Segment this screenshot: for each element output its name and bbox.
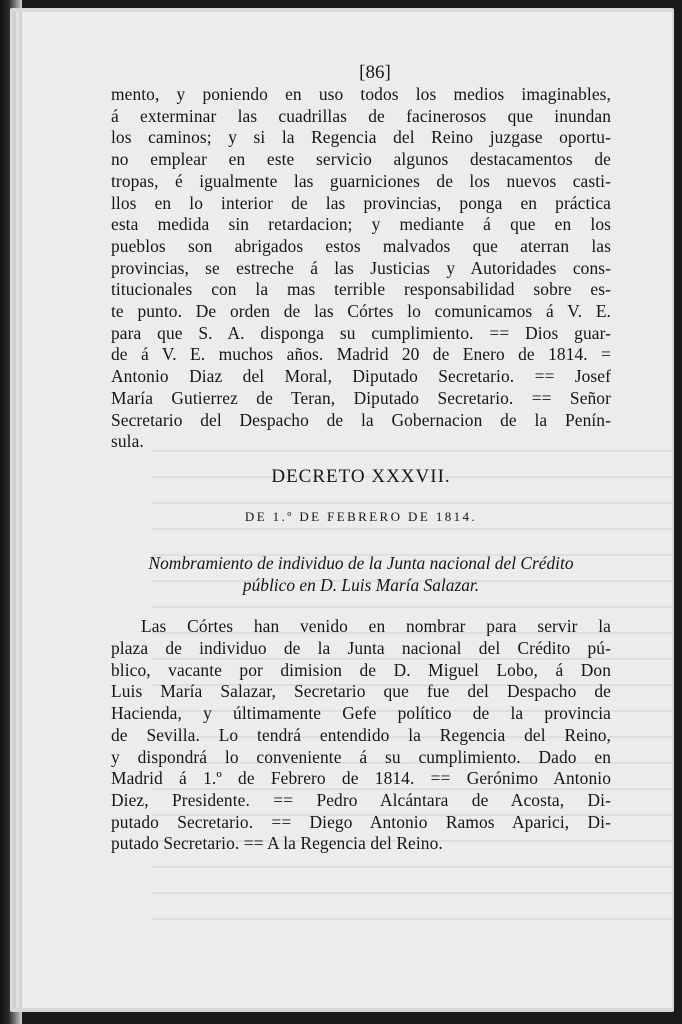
text-line: sula.	[111, 431, 144, 452]
text-line: para que S. A. disponga su cumplimiento. == Dios guar-	[111, 322, 611, 343]
decree-body	[111, 616, 611, 855]
text-line: llos en lo interior de las provincias, ponga en práctica	[111, 192, 611, 213]
text-line: provincias, se estreche á las Justicias y Autoridades cons-	[111, 257, 611, 278]
text-line: putado Secretario. == A la Regencia del Reino.	[111, 833, 443, 854]
text-line: de á V. E. muchos años. Madrid 20 de Enero de 1814. =	[111, 344, 611, 365]
text-line: blico, vacante por dimision de D. Miguel Lobo, á Don	[111, 659, 611, 680]
page-number: [86]	[359, 62, 391, 83]
text-line-signature: María Gutierrez de Teran, Diputado Secretario. == Señor	[111, 387, 611, 408]
page-content	[111, 62, 611, 855]
text-line: Diez, Presidente. == Pedro Alcántara de Acosta, Di-	[111, 789, 611, 810]
text-line: los caminos; y si la Regencia del Reino juzgase oportu-	[111, 127, 611, 148]
text-line-signature: Antonio Diaz del Moral, Diputado Secretario. == Josef	[111, 366, 611, 387]
paragraph-continuation	[111, 84, 611, 453]
text-line: á exterminar las cuadrillas de facinerosos que inundan	[111, 105, 611, 126]
text-line: Las Córtes han venido en nombrar para servir la	[141, 616, 611, 637]
text-line: Luis María Salazar, Secretario que fue del Despacho de	[111, 681, 611, 702]
text-line: titucionales con la mas terrible responsabilidad sobre es-	[111, 279, 611, 300]
text-line: Madrid á 1.º de Febrero de 1814. == Gerónimo Antonio	[111, 768, 611, 789]
subtitle-line: Nombramiento de individuo de la Junta nacional del Crédito	[148, 552, 574, 573]
text-line: Secretario del Despacho de la Gobernacion de la Penín-	[111, 409, 611, 430]
subtitle-line: público en D. Luis María Salazar.	[242, 574, 480, 595]
text-line: no emplear en este servicio algunos destacamentos de	[111, 149, 611, 170]
text-line: plaza de individuo de la Junta nacional del Crédito pú-	[111, 638, 611, 659]
text-line: mento, y poniendo en uso todos los medios imaginables,	[111, 84, 611, 104]
text-line: putado Secretario. == Diego Antonio Ramos Aparici, Di-	[111, 811, 611, 832]
text-line: te punto. De orden de las Córtes lo comunicamos á V. E.	[111, 301, 611, 322]
decree-date: DE 1.º DE FEBRERO DE 1814.	[244, 508, 478, 524]
text-line: tropas, é igualmente las guarniciones de los nuevos casti-	[111, 170, 611, 191]
decree-title: DECRETO XXXVII.	[271, 465, 451, 487]
text-line: pueblos son abrigados estos malvados que aterran las	[111, 235, 611, 256]
decree-subtitle	[111, 553, 611, 596]
text-line: Hacienda, y últimamente Gefe político de la provincia	[111, 703, 611, 724]
text-line: y dispondrá lo conveniente á su cumplimiento. Dado en	[111, 746, 611, 767]
text-line: de Sevilla. Lo tendrá entendido la Regencia del Reino,	[111, 724, 611, 745]
text-line: esta medida sin retardacion; y mediante á que en los	[111, 214, 611, 235]
